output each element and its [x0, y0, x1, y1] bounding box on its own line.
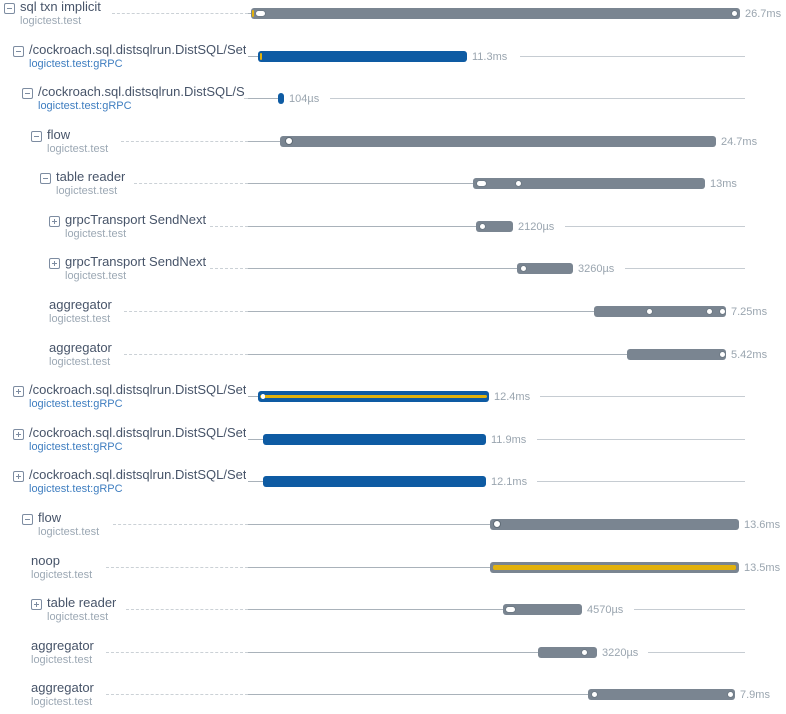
span-subtitle: logictest.test:gRPC: [29, 483, 123, 496]
collapse-icon[interactable]: [13, 46, 24, 57]
span-subtitle: logictest.test: [31, 568, 93, 581]
span-subtitle: logictest.test: [38, 525, 100, 538]
span-duration-bar[interactable]: [278, 93, 284, 104]
event-marker-tick: [252, 10, 254, 17]
timeline-trailing-line: [625, 268, 745, 269]
span-duration-bar[interactable]: [588, 689, 735, 700]
span-title[interactable]: noop: [31, 553, 60, 568]
event-marker-pill: [476, 180, 487, 187]
span-duration-label: 13ms: [710, 178, 737, 191]
span-title[interactable]: /cockroach.sql.distsqlrun.DistSQL/Set: [29, 468, 247, 483]
span-title[interactable]: /cockroach.sql.distsqlrun.DistSQL/Set: [29, 383, 247, 398]
span-title[interactable]: table reader: [47, 596, 117, 611]
event-marker-dot: [706, 308, 713, 315]
event-marker-dot: [479, 223, 486, 230]
timeline-trailing-line: [330, 98, 745, 99]
expand-icon[interactable]: [49, 216, 60, 227]
event-marker-pill: [255, 10, 266, 17]
span-duration-label: 13.6ms: [744, 518, 781, 531]
span-title[interactable]: aggregator: [31, 681, 94, 696]
connector-solid-line: [248, 56, 258, 57]
span-subtitle: logictest.test: [49, 313, 111, 326]
span-title[interactable]: /cockroach.sql.distsqlrun.DistSQL/Set: [29, 42, 247, 57]
connector-dashed-line: [106, 694, 248, 695]
collapse-icon[interactable]: [4, 3, 15, 14]
event-marker-pill: [505, 606, 516, 613]
timeline-trailing-line: [520, 56, 745, 57]
connector-solid-line: [248, 694, 588, 695]
connector-dashed-line: [124, 311, 248, 312]
connector-solid-line: [248, 396, 258, 397]
span-subtitle: logictest.test: [31, 696, 93, 709]
connector-dashed-line: [113, 524, 248, 525]
span-subtitle: logictest.test: [47, 142, 109, 155]
connector-dashed-line: [106, 652, 248, 653]
span-row: [0, 298, 786, 341]
connector-solid-line: [248, 183, 473, 184]
span-duration-label: 13.5ms: [744, 561, 781, 574]
timeline-trailing-line: [634, 609, 745, 610]
expand-icon[interactable]: [13, 471, 24, 482]
span-subtitle: logictest.test: [49, 355, 111, 368]
span-duration-bar[interactable]: [627, 349, 726, 360]
span-duration-label: 12.1ms: [491, 476, 528, 489]
span-duration-bar[interactable]: [473, 178, 705, 189]
span-duration-bar[interactable]: [251, 8, 740, 19]
span-title[interactable]: /cockroach.sql.distsqlrun.DistSQL/S: [38, 85, 245, 100]
span-title[interactable]: flow: [38, 510, 62, 525]
timeline-trailing-line: [648, 652, 745, 653]
expand-icon[interactable]: [13, 429, 24, 440]
span-row: [0, 511, 786, 554]
span-duration-label: 24.7ms: [721, 135, 758, 148]
span-duration-label: 104µs: [289, 93, 320, 106]
connector-solid-line: [248, 98, 278, 99]
span-row: [0, 426, 786, 469]
connector-solid-line: [248, 354, 627, 355]
span-row: [0, 170, 786, 213]
connector-solid-line: [248, 311, 594, 312]
connector-solid-line: [248, 141, 280, 142]
span-row: [0, 213, 786, 256]
span-row: [0, 85, 786, 128]
span-duration-label: 5.42ms: [731, 348, 768, 361]
span-subtitle: logictest.test:gRPC: [29, 57, 123, 70]
span-title[interactable]: grpcTransport SendNext: [65, 255, 207, 270]
event-marker-dot: [719, 308, 726, 315]
span-row: [0, 341, 786, 384]
span-title[interactable]: aggregator: [49, 340, 112, 355]
span-duration-label: 7.9ms: [740, 689, 770, 702]
span-subtitle: logictest.test: [47, 611, 109, 624]
span-duration-label: 3260µs: [578, 263, 615, 276]
event-marker-dot: [646, 308, 653, 315]
span-row: [0, 0, 786, 43]
span-title[interactable]: table reader: [56, 170, 126, 185]
connector-dashed-line: [134, 183, 248, 184]
span-subtitle: logictest.test:gRPC: [29, 440, 123, 453]
connector-dashed-line: [106, 567, 248, 568]
span-duration-label: 26.7ms: [745, 8, 782, 20]
expand-icon[interactable]: [13, 386, 24, 397]
span-row: [0, 128, 786, 171]
collapse-icon[interactable]: [40, 173, 51, 184]
connector-solid-line: [248, 609, 503, 610]
event-marker-dot: [581, 649, 588, 656]
event-marker-dot: [719, 351, 726, 358]
span-row: [0, 255, 786, 298]
connector-dashed-line: [121, 141, 248, 142]
span-row: [0, 554, 786, 597]
span-subtitle: logictest.test:gRPC: [29, 398, 123, 411]
event-marker-tick: [260, 53, 262, 60]
span-title[interactable]: flow: [47, 127, 71, 142]
span-duration-label: 4570µs: [587, 604, 624, 617]
span-duration-bar[interactable]: [263, 476, 486, 487]
span-title[interactable]: sql txn implicit: [20, 0, 101, 14]
span-subtitle: logictest.test: [20, 15, 82, 27]
connector-dashed-line: [126, 609, 248, 610]
connector-dashed-line: [112, 13, 248, 14]
timeline-trailing-line: [537, 481, 745, 482]
connector-solid-line: [248, 524, 490, 525]
span-duration-bar[interactable]: [258, 51, 467, 62]
span-duration-bar[interactable]: [263, 434, 486, 445]
span-subtitle: logictest.test:gRPC: [38, 100, 132, 113]
span-duration-label: 2120µs: [518, 220, 555, 233]
expand-icon[interactable]: [49, 258, 60, 269]
span-duration-label: 3220µs: [602, 646, 639, 659]
connector-solid-line: [248, 268, 517, 269]
span-duration-label: 12.4ms: [494, 391, 531, 404]
connector-dashed-line: [210, 226, 248, 227]
span-row: [0, 468, 786, 511]
span-duration-bar[interactable]: [280, 136, 716, 147]
connector-dashed-line: [124, 354, 248, 355]
connector-solid-line: [248, 652, 538, 653]
span-duration-label: 11.9ms: [491, 433, 527, 446]
timeline-trailing-line: [565, 226, 745, 227]
span-duration-bar[interactable]: [490, 519, 739, 530]
log-event-stripe: [260, 395, 487, 398]
span-subtitle: logictest.test: [65, 227, 127, 240]
collapse-icon[interactable]: [22, 88, 33, 99]
timeline-trailing-line: [537, 439, 745, 440]
span-row: [0, 43, 786, 86]
span-row: [0, 639, 786, 682]
span-title[interactable]: aggregator: [31, 638, 94, 653]
span-subtitle: logictest.test: [65, 270, 127, 283]
span-row: [0, 383, 786, 426]
span-duration-label: 11.3ms: [472, 50, 508, 63]
connector-dashed-line: [210, 268, 248, 269]
span-row: [0, 681, 786, 714]
connector-solid-line: [248, 481, 263, 482]
timeline-trailing-line: [540, 396, 745, 397]
expand-icon[interactable]: [31, 599, 42, 610]
log-event-stripe: [493, 565, 736, 570]
span-title[interactable]: aggregator: [49, 298, 112, 313]
connector-solid-line: [248, 567, 490, 568]
connector-solid-line: [248, 226, 476, 227]
span-subtitle: logictest.test: [31, 653, 93, 666]
collapse-icon[interactable]: [22, 514, 33, 525]
span-row: [0, 596, 786, 639]
span-title[interactable]: /cockroach.sql.distsqlrun.DistSQL/Set: [29, 425, 247, 440]
span-duration-label: 7.25ms: [731, 306, 768, 319]
span-title[interactable]: grpcTransport SendNext: [65, 212, 207, 227]
span-subtitle: logictest.test: [56, 185, 118, 198]
collapse-icon[interactable]: [31, 131, 42, 142]
event-marker-dot: [731, 10, 738, 17]
span-duration-bar[interactable]: [538, 647, 597, 658]
connector-solid-line: [248, 439, 263, 440]
